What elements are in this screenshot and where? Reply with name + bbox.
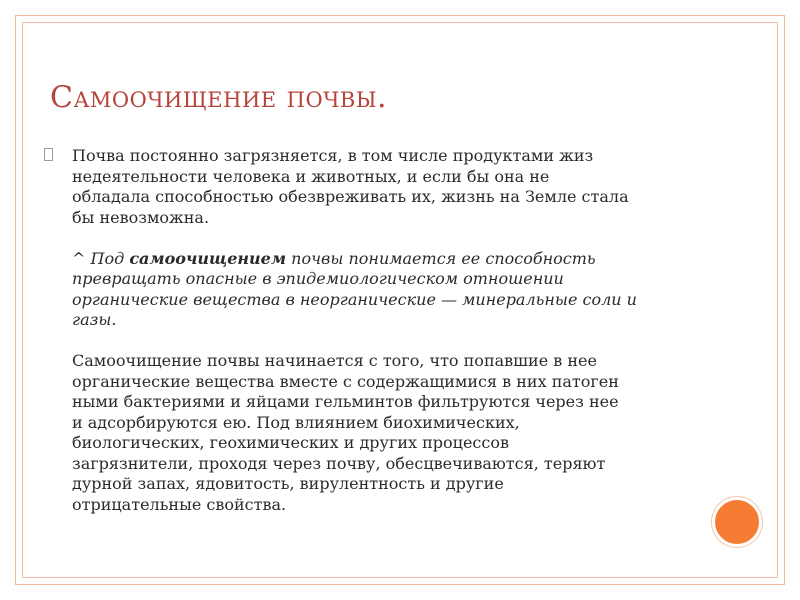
text-line: недеятельности человека и животных, и если бы она не bbox=[72, 166, 550, 186]
paragraph-self-cleaning-process bbox=[72, 351, 704, 515]
definition-prefix: ^ Под bbox=[72, 248, 130, 268]
text-line: обладала способностью обезвреживать их, жизнь на Земле стала bbox=[72, 187, 629, 206]
slide-body bbox=[44, 146, 704, 515]
paragraph-gap bbox=[72, 331, 704, 352]
definition-term: самоочищением bbox=[129, 248, 287, 268]
text-line: ными бактериями и яйцами гельминтов фильтруются через нее bbox=[72, 392, 619, 411]
bullet-text bbox=[72, 146, 704, 515]
paragraph-soil-pollution bbox=[72, 146, 704, 228]
paragraph-definition bbox=[72, 249, 704, 331]
slide-title: Самоочищение почвы. bbox=[50, 80, 388, 115]
text-line: газы. bbox=[72, 310, 117, 329]
missing-glyph-box-icon bbox=[44, 148, 53, 161]
text-line: органические вещества вместе с содержащимися в них патоген bbox=[72, 371, 619, 391]
text-line: и адсорбируются ею. Под влиянием биохимических, bbox=[72, 412, 520, 432]
text-line: превращать опасные в эпидемиологическом отношении bbox=[72, 269, 564, 288]
text-line: дурной запах, ядовитость, вирулентность и другие bbox=[72, 474, 504, 493]
text-line: органические вещества в неорганические — минеральные соли и bbox=[72, 289, 637, 309]
text-line: Почва постоянно загрязняется, в том числе продуктами жиз bbox=[72, 146, 594, 165]
text-line: загрязнители, проходя через почву, обесцвечиваются, теряют bbox=[72, 453, 606, 473]
text-line: Самоочищение почвы начинается с того, что попавшие в нее bbox=[72, 351, 597, 370]
definition-rest: почвы понимается ее способность bbox=[286, 248, 596, 268]
orange-circle-icon bbox=[712, 497, 762, 547]
paragraph-gap bbox=[72, 228, 704, 249]
text-line: бы невозможна. bbox=[72, 207, 210, 227]
text-line: отрицательные свойства. bbox=[72, 494, 287, 514]
text-line: биологических, геохимических и других процессов bbox=[72, 433, 509, 452]
